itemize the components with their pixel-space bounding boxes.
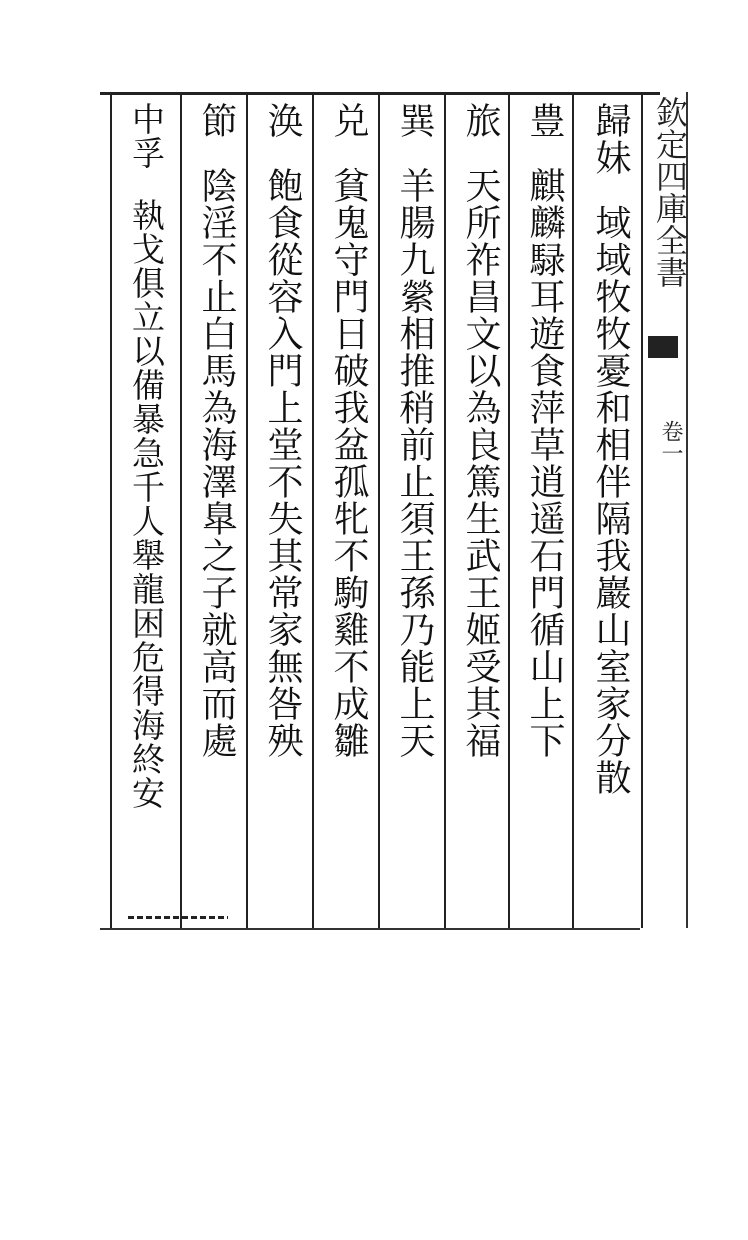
column-rule bbox=[444, 95, 446, 928]
frame-top-border bbox=[100, 92, 660, 95]
edge-left-rule bbox=[641, 92, 643, 928]
hexagram-name: 豊 bbox=[524, 102, 565, 139]
verse-text: 執戈俱立以備暴急千人舉龍困危得海終安 bbox=[127, 198, 166, 810]
hexagram-name: 巽 bbox=[394, 102, 435, 139]
text-column bbox=[450, 102, 510, 922]
fishtail-mark bbox=[648, 336, 678, 358]
column-rule bbox=[110, 95, 112, 928]
verse-text: 貧鬼守門日破我盆孤牝不駒雞不成雛 bbox=[328, 167, 369, 759]
hexagram-name: 歸妹 bbox=[590, 102, 631, 176]
column-rule bbox=[180, 95, 182, 928]
verse-text: 天所祚昌文以為良篤生武王姬受其福 bbox=[460, 167, 501, 759]
hexagram-name: 兑 bbox=[328, 102, 369, 139]
hexagram-name: 旅 bbox=[460, 102, 501, 139]
edge-book-title: 欽定四庫全書 bbox=[651, 96, 689, 288]
verse-text: 羊腸九縈相推稍前止須王孫乃能上天 bbox=[394, 167, 435, 759]
edge-juan-label: 卷一 bbox=[658, 420, 683, 464]
column-rule bbox=[312, 95, 314, 928]
text-column bbox=[186, 102, 246, 922]
text-column bbox=[580, 102, 640, 922]
text-column bbox=[514, 102, 574, 922]
column-rule bbox=[246, 95, 248, 928]
verse-text: 飽食從容入門上堂不失其常家無咎殃 bbox=[262, 167, 303, 759]
verse-text: 域域牧牧憂和相伴隔我巖山室家分散 bbox=[590, 204, 631, 796]
hexagram-name: 節 bbox=[196, 102, 237, 139]
hexagram-name: 中孚 bbox=[127, 102, 166, 170]
frame-bottom-border bbox=[100, 928, 640, 930]
text-column bbox=[384, 102, 444, 922]
column-rule bbox=[378, 95, 380, 928]
hexagram-name: 涣 bbox=[262, 102, 303, 139]
verse-text: 陰淫不止白馬為海澤臯之子就高而處 bbox=[196, 167, 237, 759]
text-column bbox=[116, 102, 176, 922]
text-column bbox=[318, 102, 378, 922]
verse-text: 麒麟騄耳遊食萍草逍遥石門循山上下 bbox=[524, 167, 565, 759]
text-column bbox=[252, 102, 312, 922]
